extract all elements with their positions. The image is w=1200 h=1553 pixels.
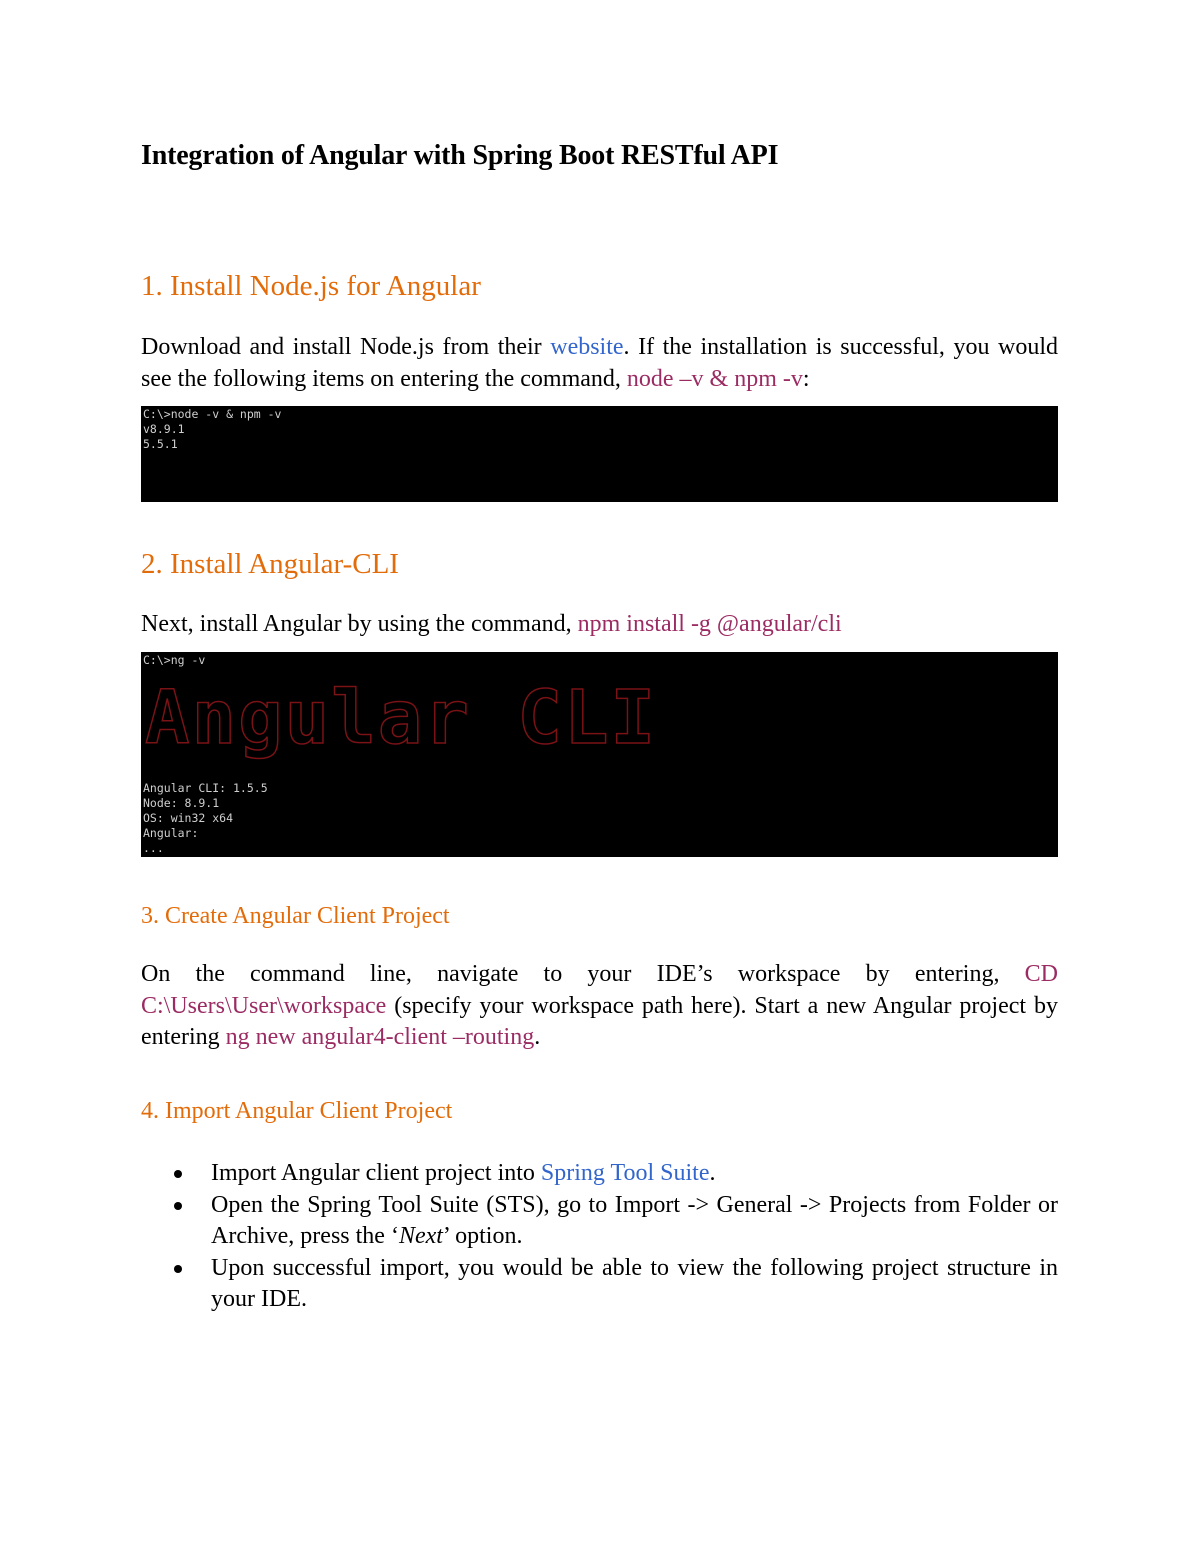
ng-new-command: ng new angular4-client –routing: [225, 1024, 535, 1050]
text: .: [534, 1024, 541, 1050]
text: :: [802, 365, 810, 392]
section-4-heading: 4. Import Angular Client Project: [141, 1098, 453, 1124]
section-2-heading: 2. Install Angular-CLI: [141, 548, 399, 580]
terminal-line: ...: [143, 841, 164, 855]
text: Open the Spring Tool Suite (STS), go to Import -> General -> Projects from Folder or Archive, press the ‘: [211, 1191, 1058, 1249]
terminal-line: Angular CLI: 1.5.5: [143, 781, 268, 795]
text: On the command line, navigate to your IDE’s workspace by entering,: [141, 961, 1025, 987]
terminal-line: OS: win32 x64: [143, 811, 234, 825]
terminal-line: C:\>ng -v: [143, 653, 206, 667]
angular-cli-banner: Angular CLI: [145, 675, 658, 761]
node-npm-command: node –v & npm -v: [626, 365, 803, 392]
document-title: Integration of Angular with Spring Boot RESTful API: [141, 140, 779, 171]
text: . If the installation is successful, you would see the following items on entering the command,: [141, 334, 1058, 392]
terminal-line: Node: 8.9.1: [143, 796, 220, 810]
section-1-paragraph: [141, 332, 1058, 395]
terminal-line: 5.5.1: [143, 437, 178, 451]
terminal-line: C:\>node -v & npm -v: [143, 407, 282, 421]
spring-tool-suite-link[interactable]: Spring Tool Suite: [540, 1160, 710, 1186]
section-1-heading: 1. Install Node.js for Angular: [141, 270, 481, 302]
bullet-icon: [174, 1265, 182, 1273]
bullet-icon: [174, 1202, 182, 1210]
angular-cli-terminal: [141, 652, 1058, 857]
section-3-heading: 3. Create Angular Client Project: [141, 903, 450, 929]
text: Import Angular client project into: [211, 1160, 541, 1186]
node-version-terminal: [141, 406, 1058, 502]
text: (specify your workspace path here). Start a new Angular project by entering: [141, 992, 1058, 1050]
angular-cli-install-command: npm install -g @angular/cli: [577, 611, 842, 637]
cd-workspace-command: CD C:\Users\User\workspace: [141, 961, 1058, 1019]
list-item: [141, 1158, 1058, 1190]
terminal-line: Angular:: [143, 826, 199, 840]
terminal-output: [141, 781, 268, 856]
next-option-text: Next: [398, 1223, 443, 1249]
text: .: [709, 1160, 716, 1186]
text: Upon successful import, you would be able to view the following project structure in your IDE.: [211, 1254, 1058, 1312]
text: Next, install Angular by using the command,: [141, 611, 578, 637]
list-item: [141, 1190, 1058, 1253]
text: ’ option.: [442, 1223, 523, 1249]
website-link[interactable]: website: [550, 334, 624, 360]
text: Download and install Node.js from their: [141, 334, 551, 360]
section-2-paragraph: [141, 609, 1058, 641]
section-3-paragraph: [141, 959, 1058, 1054]
bullet-icon: [174, 1170, 182, 1178]
import-steps-list: [141, 1158, 1058, 1316]
list-item: [141, 1253, 1058, 1316]
terminal-line: v8.9.1: [143, 422, 185, 436]
